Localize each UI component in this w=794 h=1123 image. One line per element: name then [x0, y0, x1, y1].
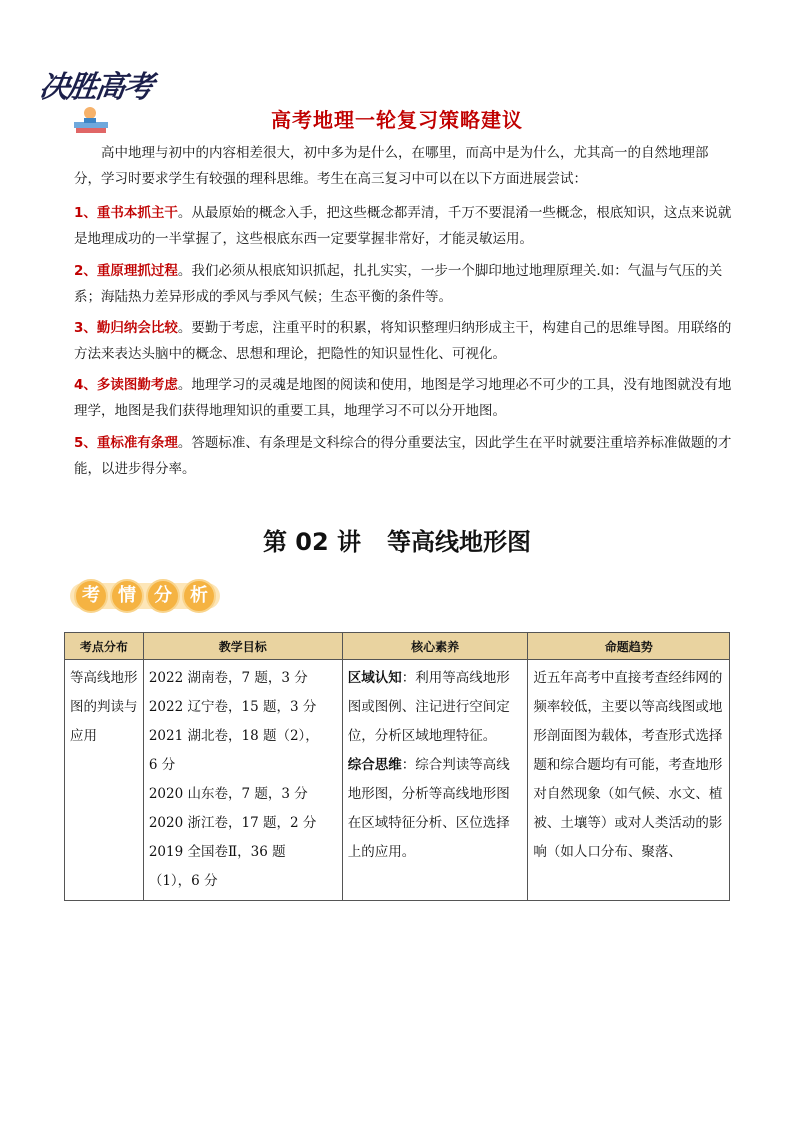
- exam-line: 2020 山东卷，7 题，3 分: [148, 786, 308, 802]
- literacy-synthesis-label: 综合思维: [347, 757, 402, 773]
- tip-3: [74, 315, 734, 367]
- tip-2: [74, 258, 734, 310]
- tip-3-head: 3、勤归纳会比较: [74, 320, 178, 336]
- exams-cell: [143, 660, 342, 901]
- badge-char-1: 考: [74, 579, 108, 613]
- tip-5-head: 5、重标准有条理: [74, 435, 178, 451]
- literacy-regional-text: ：利用等高线地形图或图例、注记进行空间定位，分析区域地理特征。: [347, 670, 510, 744]
- intro-paragraph: 高中地理与初中的内容相差很大，初中多为是什么，在哪里，而高中是为什么，尤其高一的自然地理部分，学习时要求学生有较强的理科思维。考生在高三复习中可以在以下方面进展尝试：: [74, 145, 709, 187]
- header-trend: 命题趋势: [528, 633, 730, 660]
- exam-line: 2022 辽宁卷，15 题，3 分: [148, 699, 317, 715]
- literacy-synthesis-text: ：综合判读等高线地形图，分析等高线地形图在区域特征分析、区位选择上的应用。: [347, 757, 510, 860]
- tip-1-head: 1、重书本抓主干: [74, 205, 178, 221]
- lecture-number: 第 02 讲: [262, 528, 362, 556]
- table-row: [65, 660, 730, 901]
- trend-cell: 近五年高考中直接考查经纬网的频率较低，主要以等高线图或地形剖面图为载体，考查形式选择题和综合题均有可能，考查地形对自然现象（如气候、水文、植被、土壤等）或对人类活动的影响（如人口分布、聚落、: [528, 660, 730, 901]
- tip-4-head: 4、多读图勤考虑: [74, 377, 178, 393]
- badge-char-2: 情: [110, 579, 144, 613]
- page-title: 高考地理一轮复习策略建议: [271, 108, 523, 132]
- tip-5-body: 。答题标准、有条理是文科综合的得分重要法宝，因此学生在平时就要注重培养标准做题的才能，以进步得分率。: [74, 435, 732, 477]
- exam-line: 2022 湖南卷，7 题，3 分: [148, 670, 308, 686]
- exam-analysis-table: [64, 632, 730, 901]
- exam-line: （1），6 分: [148, 873, 218, 889]
- exam-line: 2021 湖北卷，18 题（2），: [148, 728, 319, 744]
- tip-2-head: 2、重原理抓过程: [74, 263, 178, 279]
- tip-4: [74, 372, 734, 424]
- lecture-heading: [0, 522, 794, 557]
- exam-line: 6 分: [148, 757, 176, 773]
- tip-1: [74, 200, 734, 252]
- tip-5: [74, 430, 734, 482]
- tip-4-body: 。地理学习的灵魂是地图的阅读和使用，地图是学习地理必不可少的工具，没有地图就没有地理学，地图是我们获得地理知识的重要工具，地理学习不可以分开地图。: [74, 377, 732, 419]
- badge-char-3: 分: [146, 579, 180, 613]
- literacy-cell: [342, 660, 528, 901]
- badge-char-4: 析: [182, 579, 216, 613]
- topic-cell: 等高线地形图的判读与应用: [65, 660, 144, 901]
- literacy-regional-label: 区域认知: [347, 670, 402, 686]
- header-literacy: 核心素养: [342, 633, 528, 660]
- lecture-name: 等高线地形图: [387, 528, 532, 556]
- table-header-row: [65, 633, 730, 660]
- literacy-synthesis: [348, 751, 523, 867]
- tip-3-body: 。要勤于考虑，注重平时的积累，将知识整理归纳形成主干，构建自己的思维导图。用联络的方法来表达头脑中的概念、思想和理论，把隐性的知识显性化、可视化。: [74, 320, 732, 362]
- tip-1-body: 。从最原始的概念入手，把这些概念都弄清，千万不要混淆一些概念，根底知识，这点来说就是地理成功的一半掌握了，这些根底东西一定要掌握非常好，才能灵敏运用。: [74, 205, 732, 247]
- header-goal: 教学目标: [143, 633, 342, 660]
- exam-line: 2020 浙江卷，17 题，2 分: [148, 815, 317, 831]
- literacy-regional: [348, 664, 523, 751]
- logo-text: 决胜高考: [37, 70, 154, 105]
- exam-line: 2019 全国卷Ⅱ，36 题: [148, 844, 286, 860]
- tip-2-body: 。我们必须从根底知识抓起，扎扎实实，一步一个脚印地过地理原理关.如：气温与气压的关系；海陆热力差异形成的季风与季风气候；生态平衡的条件等。: [74, 263, 723, 305]
- header-topic: 考点分布: [65, 633, 144, 660]
